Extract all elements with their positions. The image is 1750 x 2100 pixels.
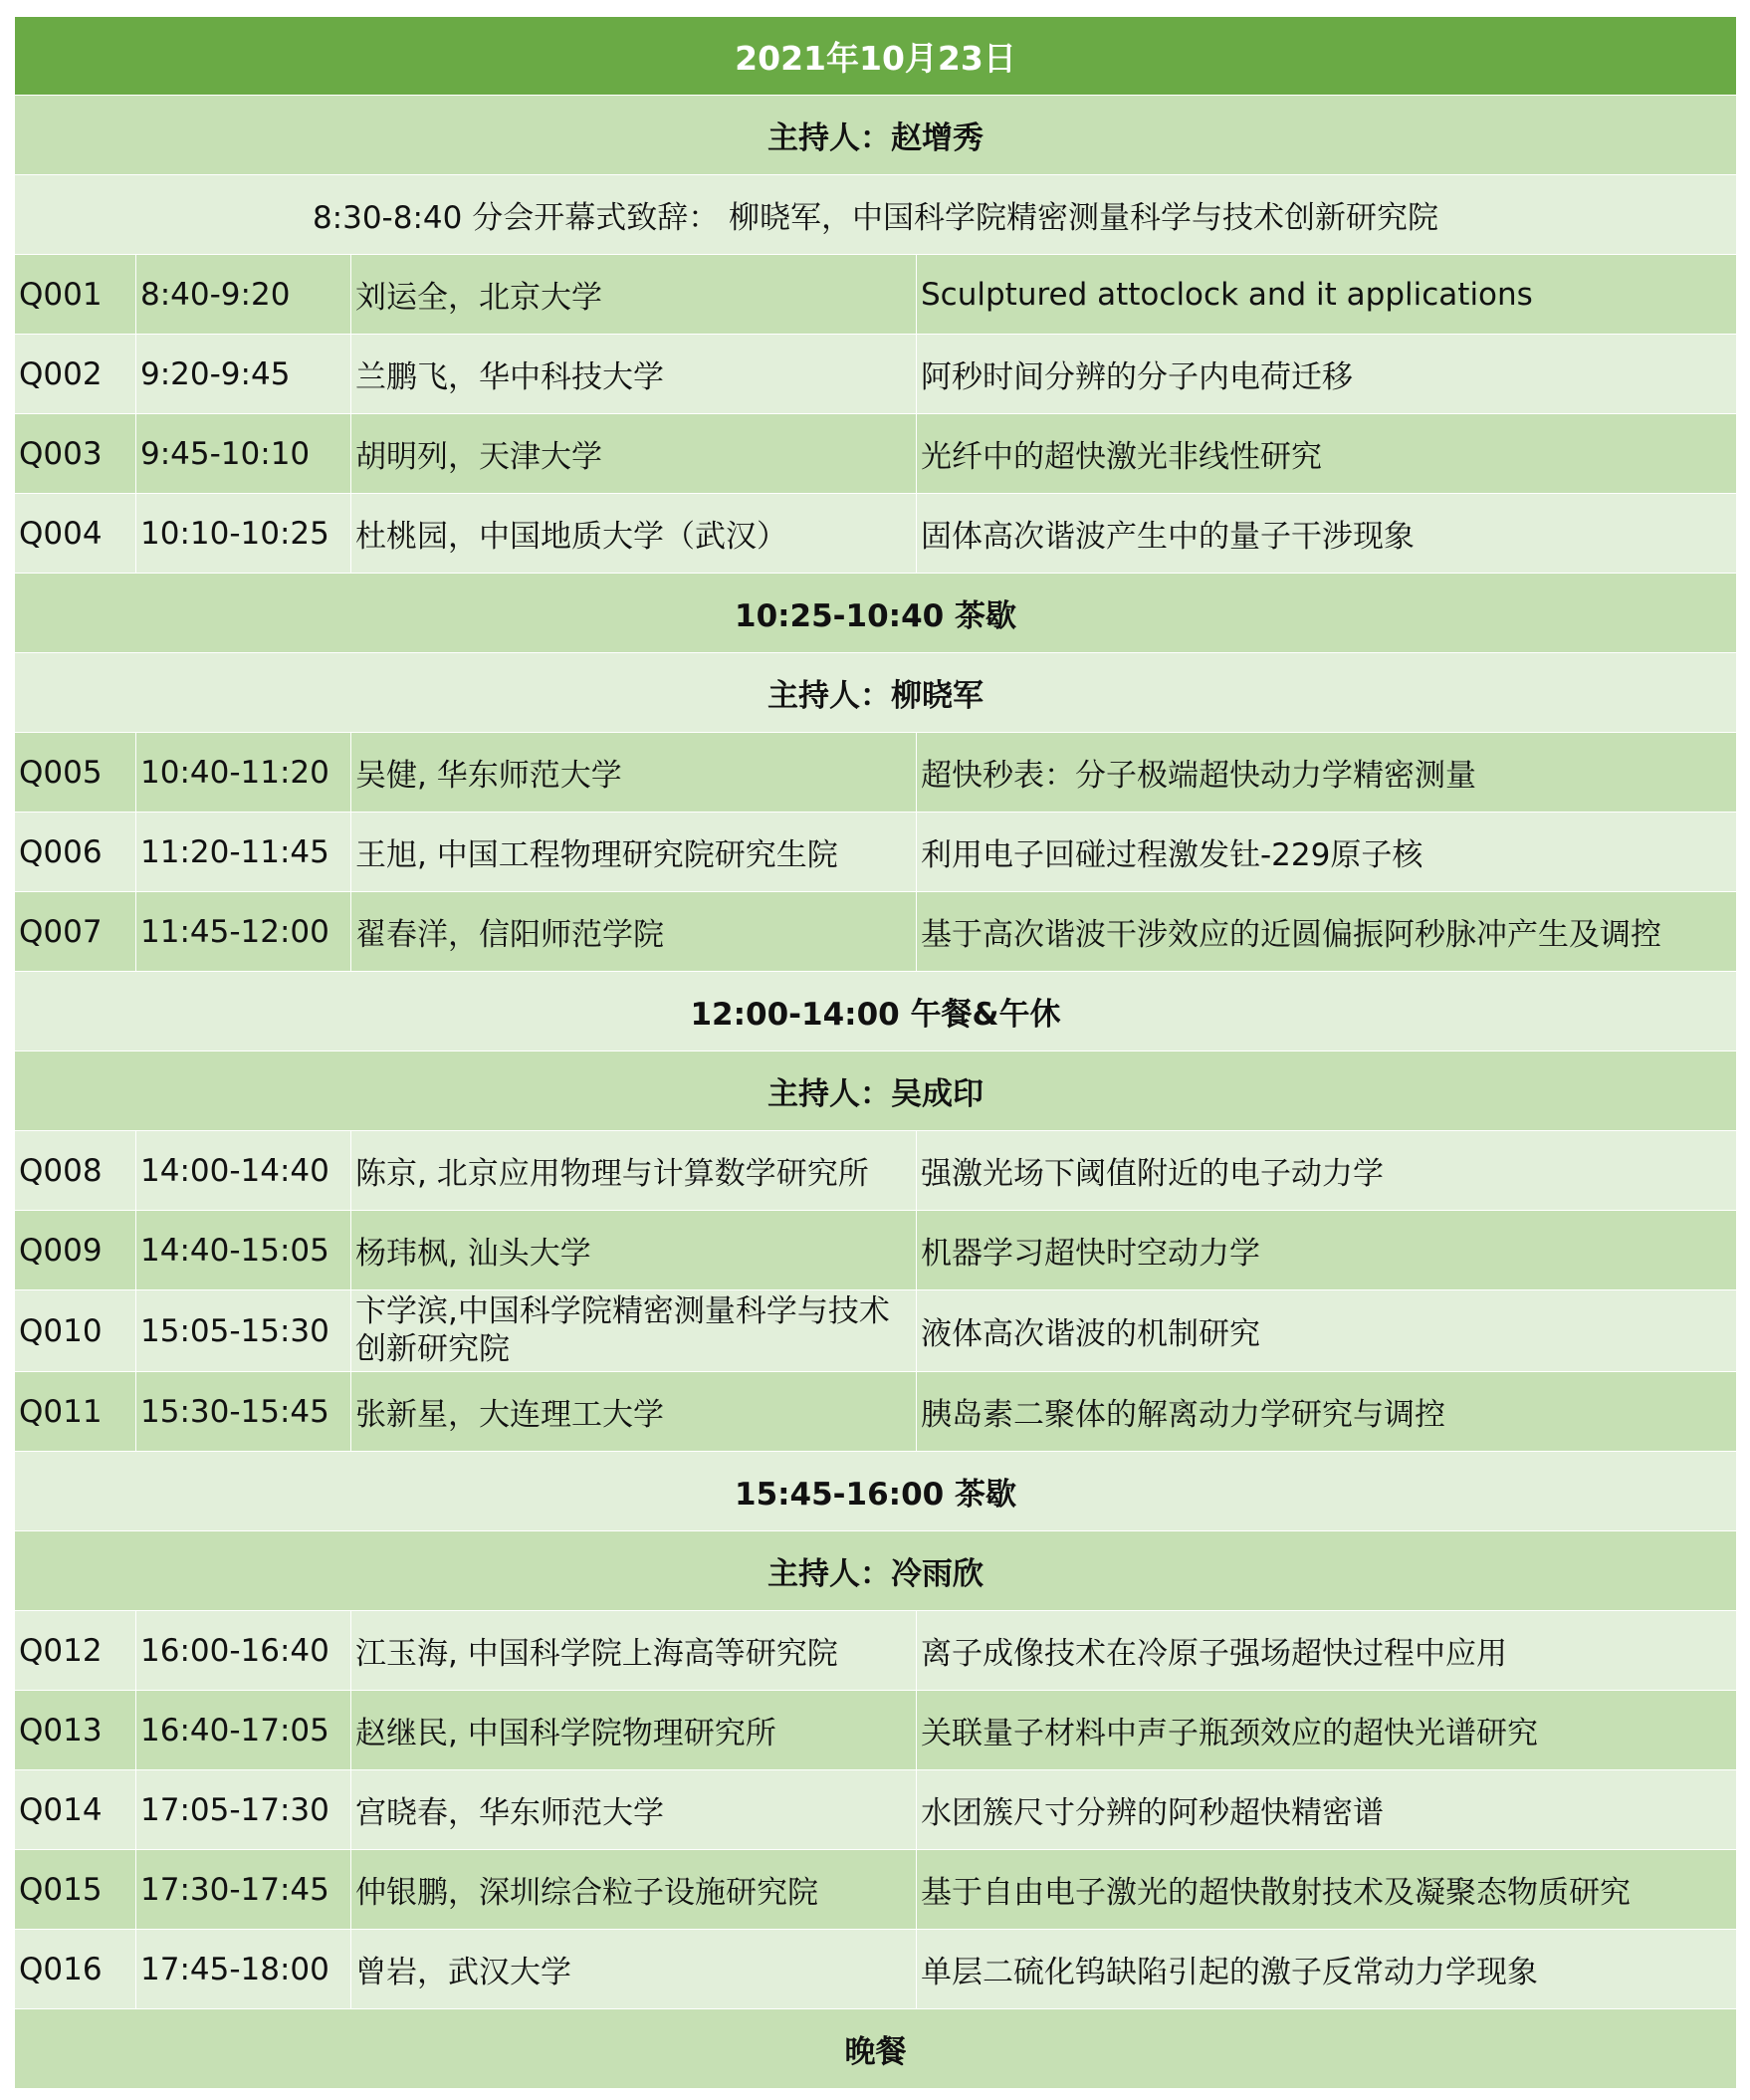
talk-topic: 阿秒时间分辨的分子内电荷迁移: [917, 335, 1737, 414]
talk-row: [15, 335, 1737, 414]
talk-id: Q015: [15, 1850, 136, 1930]
talk-row: [15, 1211, 1737, 1290]
section-row: [15, 972, 1737, 1051]
section-label: 主持人：赵增秀: [15, 96, 1737, 175]
talk-time: 14:00-14:40: [136, 1131, 351, 1211]
section-label: 主持人：吴成印: [15, 1051, 1737, 1131]
talk-speaker: 杨玮枫, 汕头大学: [351, 1211, 917, 1290]
talk-time: 11:45-12:00: [136, 892, 351, 972]
talk-topic: 胰岛素二聚体的解离动力学研究与调控: [917, 1372, 1737, 1452]
section-label: 8:30-8:40 分会开幕式致辞： 柳晓军，中国科学院精密测量科学与技术创新研究院: [15, 175, 1737, 255]
talk-topic: 基于自由电子激光的超快散射技术及凝聚态物质研究: [917, 1850, 1737, 1930]
talk-topic: 液体高次谐波的机制研究: [917, 1290, 1737, 1372]
talk-speaker: 江玉海, 中国科学院上海高等研究院: [351, 1611, 917, 1691]
talk-speaker: 张新星，大连理工大学: [351, 1372, 917, 1452]
talk-id: Q002: [15, 335, 136, 414]
section-label: 晚餐: [15, 2009, 1737, 2089]
talk-row: [15, 1372, 1737, 1452]
talk-topic: 利用电子回碰过程激发钍-229原子核: [917, 813, 1737, 892]
date-header-row: [15, 17, 1737, 96]
talk-id: Q003: [15, 414, 136, 494]
section-label: 12:00-14:00 午餐&午休: [15, 972, 1737, 1051]
schedule-table: [14, 16, 1737, 2089]
talk-speaker: 仲银鹏，深圳综合粒子设施研究院: [351, 1850, 917, 1930]
talk-row: [15, 1930, 1737, 2009]
talk-topic: 离子成像技术在冷原子强场超快过程中应用: [917, 1611, 1737, 1691]
talk-row: [15, 813, 1737, 892]
talk-topic: 水团簇尺寸分辨的阿秒超快精密谱: [917, 1770, 1737, 1850]
talk-time: 9:45-10:10: [136, 414, 351, 494]
talk-row: [15, 1691, 1737, 1770]
talk-id: Q008: [15, 1131, 136, 1211]
talk-topic: 关联量子材料中声子瓶颈效应的超快光谱研究: [917, 1691, 1737, 1770]
talk-time: 17:45-18:00: [136, 1930, 351, 2009]
section-label: 15:45-16:00 茶歇: [15, 1452, 1737, 1531]
talk-row: [15, 892, 1737, 972]
talk-id: Q010: [15, 1290, 136, 1372]
talk-speaker: 宫晓春，华东师范大学: [351, 1770, 917, 1850]
talk-time: 17:30-17:45: [136, 1850, 351, 1930]
talk-topic: 固体高次谐波产生中的量子干涉现象: [917, 494, 1737, 574]
talk-topic: 机器学习超快时空动力学: [917, 1211, 1737, 1290]
talk-row: [15, 494, 1737, 574]
schedule-sheet: [14, 16, 1736, 2089]
talk-time: 15:05-15:30: [136, 1290, 351, 1372]
talk-speaker: 卞学滨,中国科学院精密测量科学与技术创新研究院: [351, 1290, 917, 1372]
talk-speaker: 赵继民, 中国科学院物理研究所: [351, 1691, 917, 1770]
talk-time: 16:00-16:40: [136, 1611, 351, 1691]
section-label: 10:25-10:40 茶歇: [15, 574, 1737, 653]
talk-id: Q011: [15, 1372, 136, 1452]
section-row: [15, 653, 1737, 733]
talk-id: Q012: [15, 1611, 136, 1691]
section-row: [15, 175, 1737, 255]
talk-speaker: 胡明列，天津大学: [351, 414, 917, 494]
date-header: 2021年10月23日: [15, 17, 1737, 96]
talk-id: Q006: [15, 813, 136, 892]
section-label: 主持人：冷雨欣: [15, 1531, 1737, 1611]
talk-topic: 强激光场下阈值附近的电子动力学: [917, 1131, 1737, 1211]
talk-speaker: 杜桃园，中国地质大学（武汉）: [351, 494, 917, 574]
talk-time: 10:40-11:20: [136, 733, 351, 813]
talk-row: [15, 414, 1737, 494]
talk-row: [15, 1611, 1737, 1691]
talk-topic: Sculptured attoclock and it applications: [917, 255, 1737, 335]
talk-row: [15, 733, 1737, 813]
talk-speaker: 翟春洋，信阳师范学院: [351, 892, 917, 972]
talk-topic: 单层二硫化钨缺陷引起的激子反常动力学现象: [917, 1930, 1737, 2009]
talk-id: Q009: [15, 1211, 136, 1290]
talk-speaker: 吴健, 华东师范大学: [351, 733, 917, 813]
section-row: [15, 2009, 1737, 2089]
talk-row: [15, 1290, 1737, 1372]
talk-time: 15:30-15:45: [136, 1372, 351, 1452]
talk-time: 9:20-9:45: [136, 335, 351, 414]
talk-topic: 超快秒表：分子极端超快动力学精密测量: [917, 733, 1737, 813]
talk-time: 11:20-11:45: [136, 813, 351, 892]
talk-row: [15, 1850, 1737, 1930]
talk-time: 17:05-17:30: [136, 1770, 351, 1850]
talk-id: Q005: [15, 733, 136, 813]
talk-topic: 基于高次谐波干涉效应的近圆偏振阿秒脉冲产生及调控: [917, 892, 1737, 972]
talk-row: [15, 1770, 1737, 1850]
talk-id: Q014: [15, 1770, 136, 1850]
talk-speaker: 刘运全，北京大学: [351, 255, 917, 335]
talk-time: 16:40-17:05: [136, 1691, 351, 1770]
talk-speaker: 王旭, 中国工程物理研究院研究生院: [351, 813, 917, 892]
section-row: [15, 96, 1737, 175]
talk-row: [15, 255, 1737, 335]
talk-topic: 光纤中的超快激光非线性研究: [917, 414, 1737, 494]
talk-id: Q016: [15, 1930, 136, 2009]
talk-id: Q007: [15, 892, 136, 972]
talk-id: Q004: [15, 494, 136, 574]
talk-speaker: 曾岩，武汉大学: [351, 1930, 917, 2009]
talk-time: 10:10-10:25: [136, 494, 351, 574]
section-row: [15, 1531, 1737, 1611]
talk-time: 14:40-15:05: [136, 1211, 351, 1290]
talk-speaker: 兰鹏飞，华中科技大学: [351, 335, 917, 414]
talk-speaker: 陈京, 北京应用物理与计算数学研究所: [351, 1131, 917, 1211]
talk-time: 8:40-9:20: [136, 255, 351, 335]
talk-id: Q013: [15, 1691, 136, 1770]
section-row: [15, 574, 1737, 653]
talk-row: [15, 1131, 1737, 1211]
section-label: 主持人：柳晓军: [15, 653, 1737, 733]
section-row: [15, 1452, 1737, 1531]
talk-id: Q001: [15, 255, 136, 335]
section-row: [15, 1051, 1737, 1131]
